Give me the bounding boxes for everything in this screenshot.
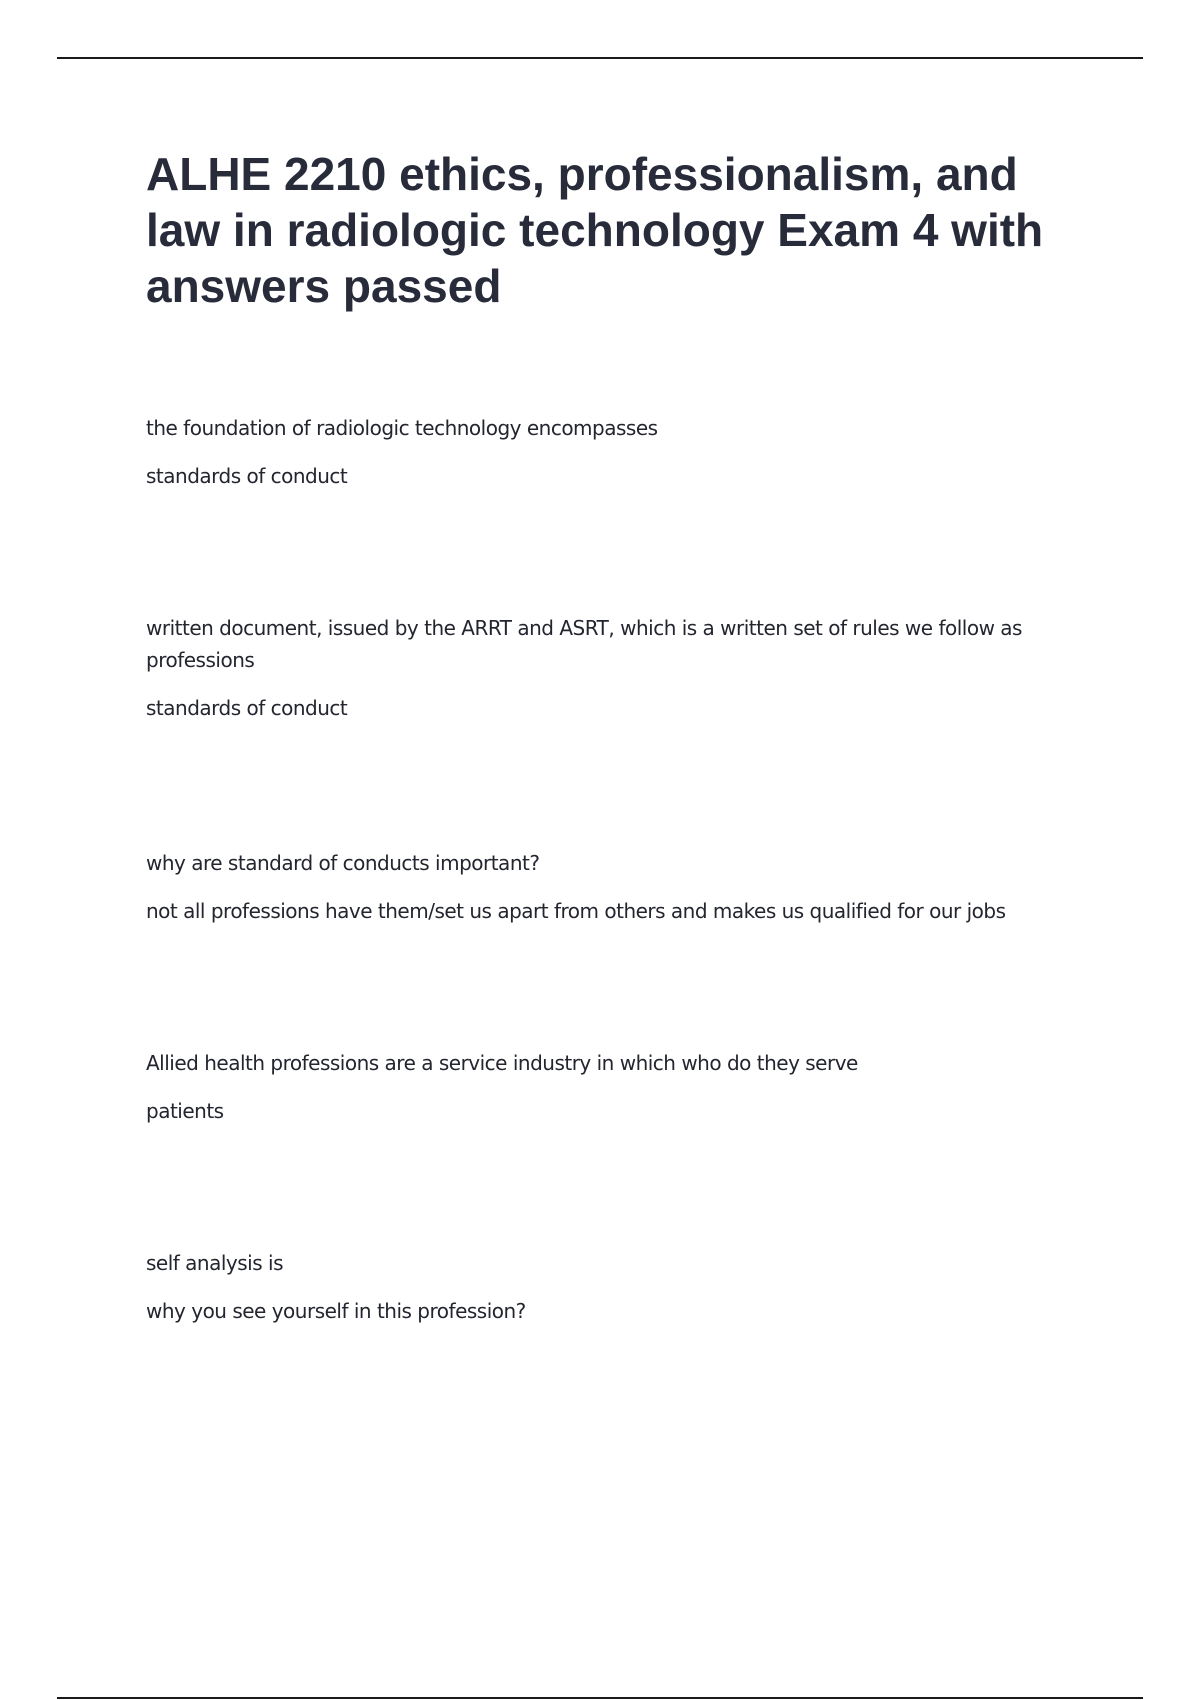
qa-item xyxy=(146,847,1066,927)
bottom-divider xyxy=(57,1697,1143,1699)
qa-item xyxy=(146,1047,1066,1127)
answer-text: not all professions have them/set us apart from others and makes us qualified for our jobs xyxy=(146,899,1006,923)
question-text: self analysis is xyxy=(146,1251,283,1275)
document-title: ALHE 2210 ethics, professionalism, and law in radiologic technology Exam 4 with answers passed xyxy=(146,148,1044,312)
question-text: the foundation of radiologic technology encompasses xyxy=(146,416,658,440)
question-text: Allied health professions are a service industry in which who do they serve xyxy=(146,1051,858,1075)
question-text: why are standard of conducts important? xyxy=(146,851,540,875)
answer-text: why you see yourself in this profession? xyxy=(146,1299,526,1323)
answer-text: standards of conduct xyxy=(146,696,348,720)
top-divider xyxy=(57,57,1143,59)
document-header xyxy=(146,146,1066,314)
answer-text: patients xyxy=(146,1099,224,1123)
question-text: written document, issued by the ARRT and ASRT, which is a written set of rules we follow as professions xyxy=(146,616,1022,672)
qa-item xyxy=(146,412,1066,492)
qa-item xyxy=(146,1247,1066,1327)
answer-text: standards of conduct xyxy=(146,464,348,488)
qa-item xyxy=(146,612,1066,724)
